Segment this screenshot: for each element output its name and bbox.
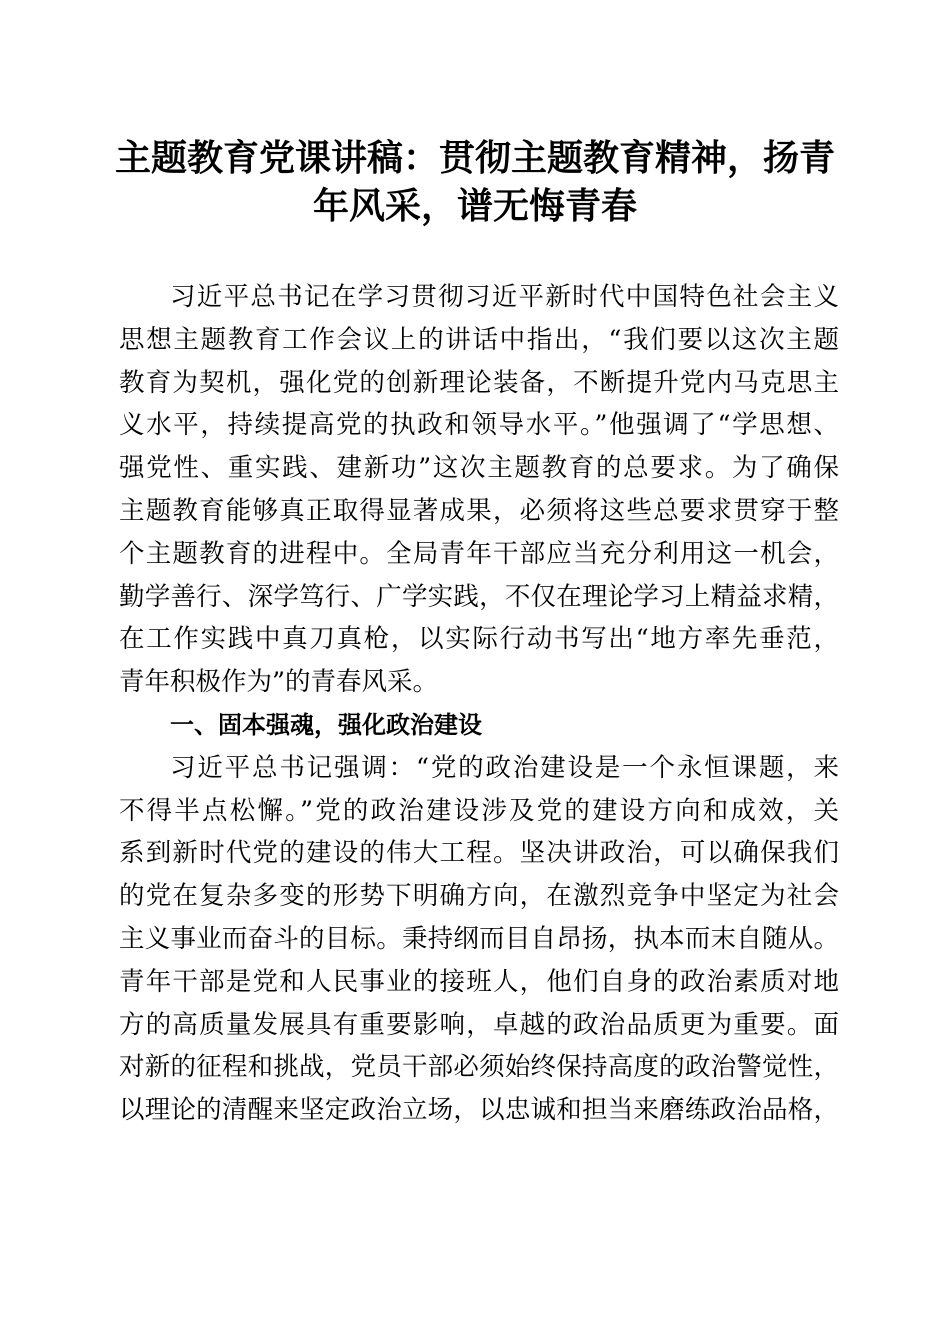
text-line: 主题教育能够真正取得显著成果，必须将这些总要求贯穿于整 [119,495,839,526]
text-line: 个主题教育的进程中。全局青年干部应当充分利用这一机会， [119,538,839,569]
text-line: 以理论的清醒来坚定政治立场，以忠诚和担当来磨练政治品格， [119,1095,839,1126]
text-line: 不得半点松懈。”党的政治建设涉及党的建设方向和成效，关 [119,795,839,826]
title-line: 年风采，谱无悔青春 [312,185,637,227]
text-line: 的党在复杂多变的形势下明确方向，在激烈竞争中坚定为社会 [119,881,839,912]
section-heading: 一、固本强魂，强化政治建设 [170,710,482,739]
text-line: 青年积极作为”的青春风采。 [119,667,439,698]
text-line: 在工作实践中真刀真枪，以实际行动书写出“地方率先垂范， [119,624,839,655]
text-line: 义水平，持续提高党的执政和领导水平。”他强调了“学思想、 [119,410,839,441]
text-line: 方的高质量发展具有重要影响，卓越的政治品质更为重要。面 [119,1009,839,1040]
title-line: 主题教育党课讲稿：贯彻主题教育精神，扬青 [114,137,835,179]
text-line: 勤学善行、深学笃行、广学实践，不仅在理论学习上精益求精， [119,581,839,612]
paragraph-1 [119,276,839,704]
text-line: 习近平总书记在学习贯彻习近平新时代中国特色社会主义 [170,282,839,312]
text-line: 强党性、重实践、建新功”这次主题教育的总要求。为了确保 [119,453,839,484]
text-line: 系到新时代党的建设的伟大工程。坚决讲政治，可以确保我们 [119,838,839,869]
text-line: 青年干部是党和人民事业的接班人，他们自身的政治素质对地 [119,966,839,997]
text-line: 对新的征程和挑战，党员干部必须始终保持高度的政治警觉性， [119,1052,839,1083]
text-line: 教育为契机，强化党的创新理论装备，不断提升党内马克思主 [119,367,839,398]
text-line: 主义事业而奋斗的目标。秉持纲而目自昂扬，执本而末自随从。 [119,923,839,954]
paragraph-2 [119,747,839,1132]
document-title [110,134,840,230]
document-body [119,276,839,1132]
text-line: 思想主题教育工作会议上的讲话中指出，“我们要以这次主题 [119,324,839,355]
text-line: 习近平总书记强调：“党的政治建设是一个永恒课题，来 [170,752,839,783]
